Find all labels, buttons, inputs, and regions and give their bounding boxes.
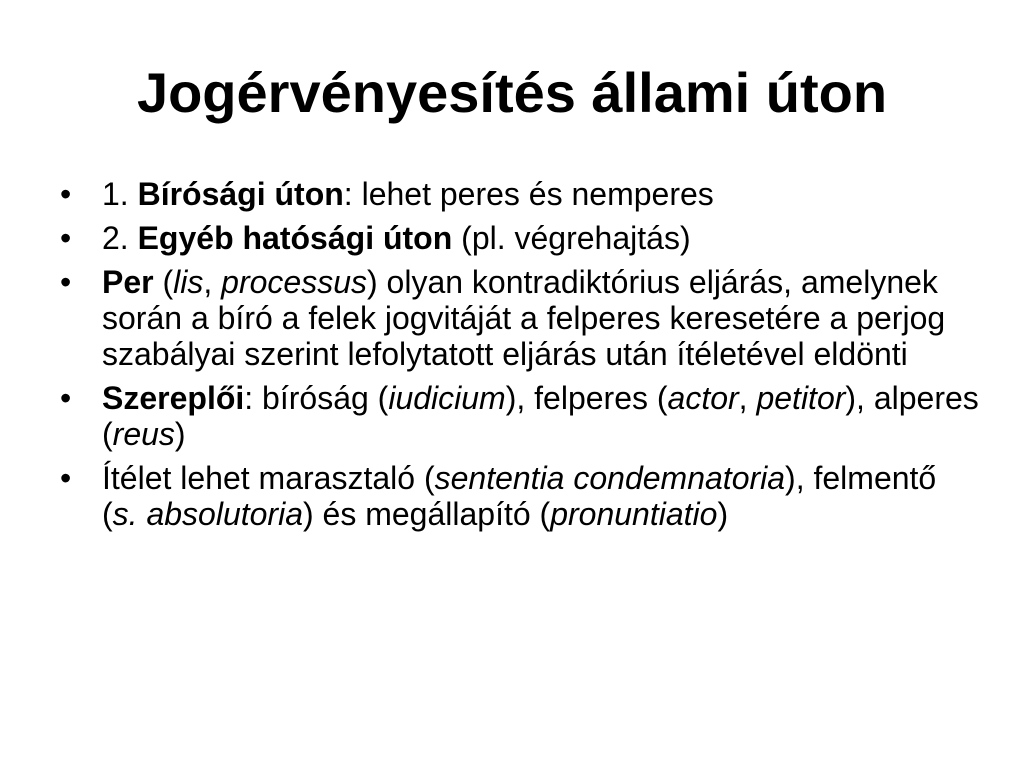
bullet-italic-text: actor — [667, 380, 739, 416]
bullet-italic-text: s. absolutoria — [112, 496, 303, 532]
bullet-bold-text: Egyéb hatósági úton — [137, 220, 453, 256]
bullet-italic-text: reus — [112, 416, 175, 452]
bullet-italic-text: processus — [221, 264, 367, 300]
bullet-text: ) olyan kontradiktórius eljárás, amelynek során a bíró a felek jogvitáját a felperes keresetére a perjog szabályai szerint lefolytatott eljárás után ítéletével eldönti — [102, 264, 946, 372]
bullet-text: 1. — [102, 176, 138, 212]
bullet-bold-text: Per — [102, 264, 154, 300]
bullet-italic-text: pronuntiatio — [550, 496, 718, 532]
bullet-italic-text: petitor — [756, 380, 846, 416]
bullet-item — [60, 176, 980, 212]
bullet-text: , — [738, 380, 757, 416]
bullet-text: ) — [174, 416, 186, 452]
bullet-text: ), alperes ( — [102, 380, 979, 452]
bullet-text: (pl. végrehajtás) — [452, 220, 691, 256]
bullet-text: , — [203, 264, 222, 300]
bullet-text: ) — [717, 496, 729, 532]
bullet-dot-icon: • — [60, 380, 72, 416]
bullet-dot-icon: • — [60, 176, 72, 212]
bullet-text: Ítélet lehet marasztaló ( — [102, 460, 435, 496]
bullet-text: 2. — [102, 220, 138, 256]
bullet-bold-text: Bírósági úton — [137, 176, 344, 212]
bullet-text: ), felmentő ( — [102, 460, 937, 532]
bullet-item — [60, 264, 980, 372]
bullet-dot-icon: • — [60, 460, 72, 496]
bullet-dot-icon: • — [60, 264, 72, 300]
bullet-text: ( — [153, 264, 174, 300]
bullet-bold-text: Szereplői — [102, 380, 245, 416]
bullet-item — [60, 380, 980, 452]
bullet-text: ) és megállapító ( — [302, 496, 551, 532]
bullet-italic-text: lis — [173, 264, 204, 300]
bullet-italic-text: iudicium — [388, 380, 506, 416]
bullet-text: ), felperes ( — [505, 380, 668, 416]
bullet-list — [60, 176, 980, 540]
bullet-italic-text: sententia condemnatoria — [434, 460, 786, 496]
slide-title: Jogérvényesítés állami úton — [136, 61, 888, 124]
bullet-dot-icon: • — [60, 220, 72, 256]
bullet-text: : bíróság ( — [244, 380, 389, 416]
bullet-item — [60, 460, 980, 532]
bullet-item — [60, 220, 980, 256]
bullet-text: : lehet peres és nemperes — [343, 176, 714, 212]
